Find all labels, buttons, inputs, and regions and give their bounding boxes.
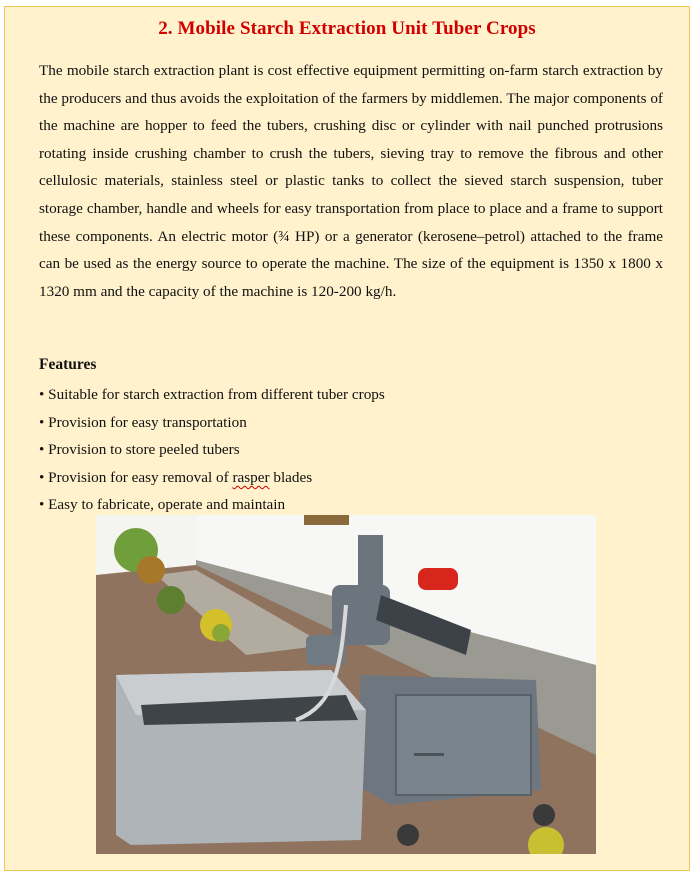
- description-paragraph: The mobile starch extraction plant is cost effective equipment permitting on-farm starch extraction by the producers and thus avoids the exploitation of the farmers by middlemen. The major components of the machine are hopper to feed the tubers, crushing disc or cylinder with nail punched protrusions rotating inside crushing chamber to crush the tubers, sieving tray to remove the fibrous and other cellulosic materials, stainless steel or plastic tanks to collect the sieved starch suspension, tuber storage chamber, handle and wheels for easy transportation from place to place and a frame to support these components. An electric motor (¾ HP) or a generator (kerosene–petrol) attached to the frame can be used as the energy source to operate the machine. The size of the equipment is 1350 x 1800 x 1320 mm and the capacity of the machine is 120-200 kg/h.: [39, 62, 663, 300]
- window-frame: [304, 515, 349, 525]
- machine-photo: [96, 515, 596, 854]
- features-heading: Features: [39, 356, 97, 373]
- page-title: 2. Mobile Starch Extraction Unit Tuber Crops: [158, 18, 536, 39]
- feature-item: [39, 436, 385, 464]
- spellcheck-flagged-word[interactable]: rasper: [232, 468, 270, 486]
- feature-text: Provision for easy removal of: [48, 468, 233, 486]
- feature-text: Suitable for starch extraction from different tuber crops: [48, 386, 385, 403]
- feature-text: blades: [269, 468, 313, 486]
- feature-text: Provision for easy transportation: [48, 413, 247, 431]
- bullet-icon: •: [39, 386, 45, 403]
- feature-text: Provision to store peeled tubers: [48, 441, 240, 459]
- door-latch: [414, 753, 444, 756]
- electric-motor: [418, 568, 458, 590]
- bullet-icon: •: [39, 496, 45, 514]
- bullet-icon: •: [39, 413, 45, 431]
- bullet-icon: •: [39, 468, 45, 486]
- wheel: [397, 824, 419, 846]
- hopper: [358, 535, 383, 590]
- cabinet-door: [396, 695, 531, 795]
- feature-item: [39, 464, 385, 492]
- feature-item: [39, 409, 385, 437]
- features-list: [39, 381, 385, 519]
- feature-item: [39, 381, 385, 409]
- bullet-icon: •: [39, 441, 45, 459]
- wheel: [533, 804, 555, 826]
- feature-text: Easy to fabricate, operate and maintain: [48, 496, 286, 514]
